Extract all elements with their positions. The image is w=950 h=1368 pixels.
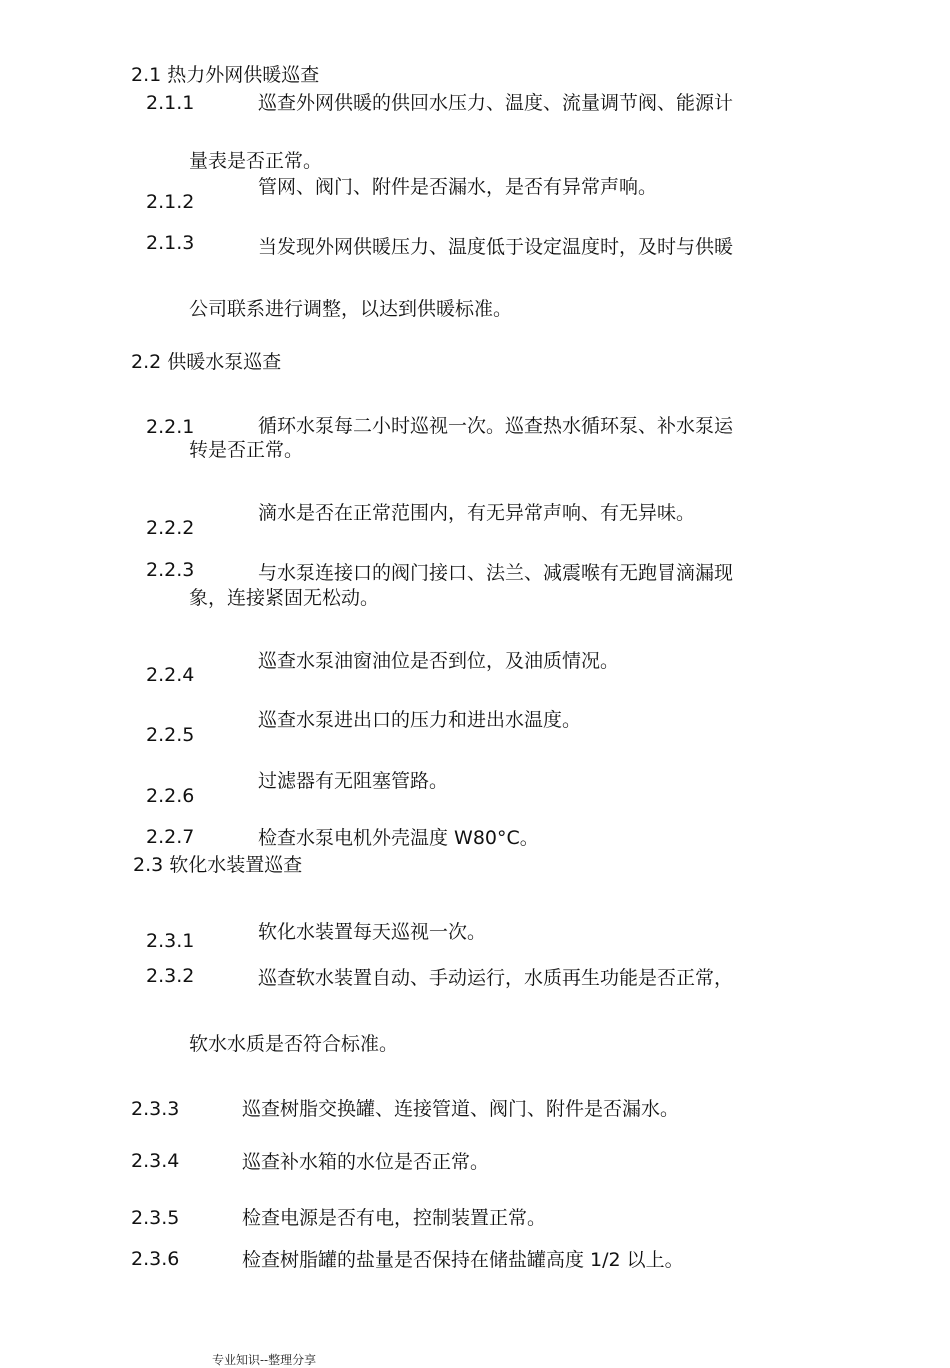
item-text-2-2-5: 巡查水泵进出口的压力和进出水温度。 — [258, 709, 582, 731]
item-text-2-2-1-line2: 转是否正常。 — [189, 439, 304, 461]
item-text-2-1-1-line1: 巡查外网供暖的供回水压力、温度、流量调节阀、能源计 — [258, 92, 734, 114]
item-text-2-1-3-line1: 当发现外网供暖压力、温度低于设定温度时，及时与供暖 — [258, 236, 734, 258]
item-number-2-2-1: 2.2.1 — [146, 416, 195, 438]
item-number-2-2-6: 2.2.6 — [146, 785, 195, 807]
item-text-2-1-2: 管网、阀门、附件是否漏水，是否有异常声响。 — [258, 176, 658, 198]
item-text-2-3-5: 检查电源是否有电，控制装置正常。 — [242, 1207, 547, 1229]
section-heading-2-1: 2.1 热力外网供暖巡查 — [131, 64, 320, 86]
item-number-2-2-3: 2.2.3 — [146, 559, 195, 581]
page-footer: 专业知识--整理分享 — [212, 1353, 317, 1367]
section-heading-2-2: 2.2 供暖水泵巡查 — [131, 351, 282, 373]
item-number-2-3-2: 2.3.2 — [146, 965, 195, 987]
section-heading-2-3: 2.3 软化水装置巡查 — [133, 854, 303, 876]
item-number-2-3-1: 2.3.1 — [146, 930, 195, 952]
item-text-2-2-4: 巡查水泵油窗油位是否到位，及油质情况。 — [258, 650, 620, 672]
item-text-2-3-4: 巡查补水箱的水位是否正常。 — [242, 1151, 490, 1173]
item-number-2-2-4: 2.2.4 — [146, 664, 195, 686]
item-text-2-3-6: 检查树脂罐的盐量是否保持在储盐罐高度 1/2 以上。 — [242, 1249, 684, 1271]
item-text-2-3-2-line1: 巡查软水装置自动、手动运行，水质再生功能是否正常， — [258, 967, 734, 989]
item-text-2-1-1-line2: 量表是否正常。 — [189, 150, 323, 172]
item-text-2-2-3-line2: 象，连接紧固无松动。 — [189, 587, 380, 609]
item-text-2-2-1-line1: 循环水泵每二小时巡视一次。巡查热水循环泵、补水泵运 — [258, 415, 734, 437]
item-number-2-2-2: 2.2.2 — [146, 517, 195, 539]
item-text-2-3-1: 软化水装置每天巡视一次。 — [258, 921, 487, 943]
item-number-2-3-5: 2.3.5 — [131, 1207, 180, 1229]
item-text-2-1-3-line2: 公司联系进行调整，以达到供暖标准。 — [189, 298, 513, 320]
item-number-2-1-1: 2.1.1 — [146, 92, 195, 114]
item-number-2-2-5: 2.2.5 — [146, 724, 195, 746]
item-text-2-2-2: 滴水是否在正常范围内，有无异常声响、有无异味。 — [258, 502, 696, 524]
item-text-2-2-3-line1: 与水泵连接口的阀门接口、法兰、减震喉有无跑冒滴漏现 — [258, 562, 734, 584]
item-number-2-2-7: 2.2.7 — [146, 826, 195, 848]
item-text-2-3-2-line2: 软水水质是否符合标准。 — [189, 1033, 399, 1055]
item-number-2-3-4: 2.3.4 — [131, 1150, 180, 1172]
item-text-2-3-3: 巡查树脂交换罐、连接管道、阀门、附件是否漏水。 — [242, 1098, 680, 1120]
item-text-2-2-7: 检查水泵电机外壳温度 W80°C。 — [258, 827, 539, 849]
item-number-2-3-6: 2.3.6 — [131, 1248, 180, 1270]
item-number-2-1-3: 2.1.3 — [146, 232, 195, 254]
item-number-2-1-2: 2.1.2 — [146, 191, 195, 213]
item-number-2-3-3: 2.3.3 — [131, 1098, 180, 1120]
item-text-2-2-6: 过滤器有无阻塞管路。 — [258, 770, 449, 792]
